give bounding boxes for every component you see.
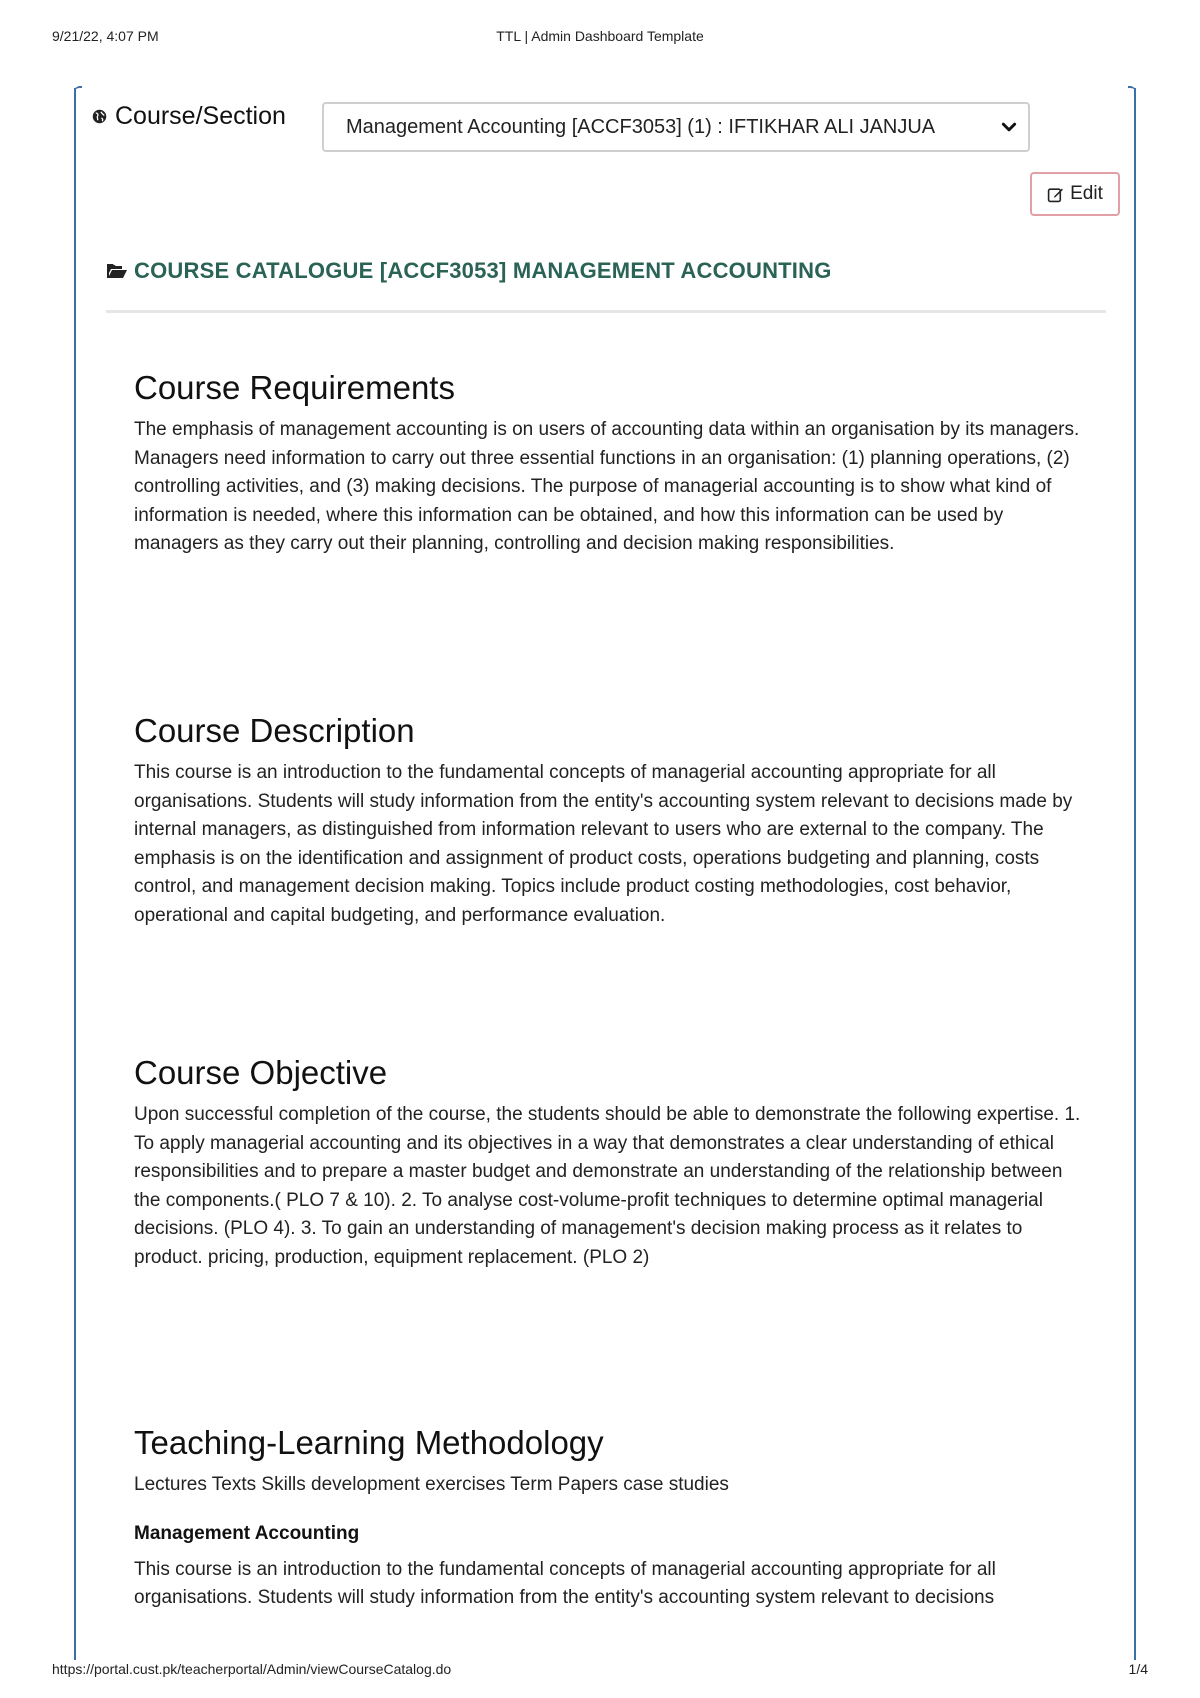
- section-course-objective: [134, 1053, 1084, 1272]
- course-section-select[interactable]: [322, 102, 1030, 152]
- course-description-heading: Course Description: [134, 712, 415, 749]
- course-catalog-card: [74, 88, 1136, 1660]
- course-objective-text: Upon successful completion of the course, the students should be able to demonstrate the following expertise. 1. To apply managerial accounting and its objectives in a way that demonstrates a clear understanding of ethical responsibilities and to prepare a master budget and demonstrate an understanding of the relationship between the components.( PLO 7 & 10). 2. To analyse cost-volume-profit techniques to determine optimal managerial decisions. (PLO 4). 3. To gain an understanding of management's decision making process as it relates to product. pricing, production, equipment replacement. (PLO 2): [134, 1104, 1081, 1268]
- page-counter: 1/4: [1128, 1661, 1148, 1677]
- print-page-title: TTL | Admin Dashboard Template: [496, 28, 704, 44]
- section-course-requirements: [134, 368, 1084, 559]
- course-section-label-text: Course/Section: [115, 102, 286, 130]
- teaching-methodology-text: Lectures Texts Skills development exercises Term Papers case studies: [134, 1474, 729, 1495]
- course-requirements-heading: Course Requirements: [134, 369, 455, 406]
- methodology-subtitle: Management Accounting: [134, 1522, 360, 1544]
- course-section-label: [92, 102, 286, 131]
- globe-icon: [92, 109, 107, 124]
- print-datetime: 9/21/22, 4:07 PM: [52, 28, 159, 44]
- course-section-selected-value: Management Accounting [ACCF3053] (1) : IFTIKHAR ALI JANJUA: [346, 115, 936, 138]
- print-url: https://portal.cust.pk/teacherportal/Admin/viewCourseCatalog.do: [52, 1661, 452, 1677]
- course-objective-heading: Course Objective: [134, 1054, 388, 1091]
- edit-button-label: Edit: [1070, 183, 1103, 204]
- catalogue-title-text: COURSE CATALOGUE [ACCF3053] MANAGEMENT ACCOUNTING: [134, 258, 832, 283]
- course-description-text: This course is an introduction to the fundamental concepts of managerial accounting appropriate for all organisations. Students will study information from the entity's accounting system relevant to decisions made by internal managers, as distinguished from information relevant to users who are external to the company. The emphasis is on the identification and assignment of product costs, operations budgeting and planning, costs control, and management decision making. Topics include product costing methodologies, cost behavior, operational and capital budgeting, and performance evaluation.: [134, 762, 1073, 926]
- print-header: [52, 28, 1148, 48]
- section-teaching-methodology: [134, 1423, 1084, 1613]
- course-requirements-text: The emphasis of management accounting is on users of accounting data within an organisation by its managers. Managers need information to carry out three essential functions in an organisation: (1) planning operations, (2) controlling activities, and (3) making decisions. The purpose of managerial accounting is to show what kind of information is needed, where this information can be obtained, and how this information can be used by managers as they carry out their planning, controlling and decision making responsibilities.: [134, 419, 1080, 554]
- divider: [106, 310, 1106, 313]
- edit-button[interactable]: [1030, 172, 1120, 216]
- print-footer: [52, 1661, 1148, 1681]
- section-course-description: [134, 711, 1084, 930]
- teaching-methodology-heading: Teaching-Learning Methodology: [134, 1424, 604, 1461]
- methodology-subtext: This course is an introduction to the fundamental concepts of managerial accounting appropriate for all organisations. Students will study information from the entity's accounting system relevant to decisions: [134, 1558, 996, 1608]
- folder-open-icon: [106, 262, 128, 280]
- catalogue-title: [106, 258, 832, 284]
- chevron-down-icon: [1000, 118, 1018, 136]
- edit-icon: [1047, 186, 1064, 203]
